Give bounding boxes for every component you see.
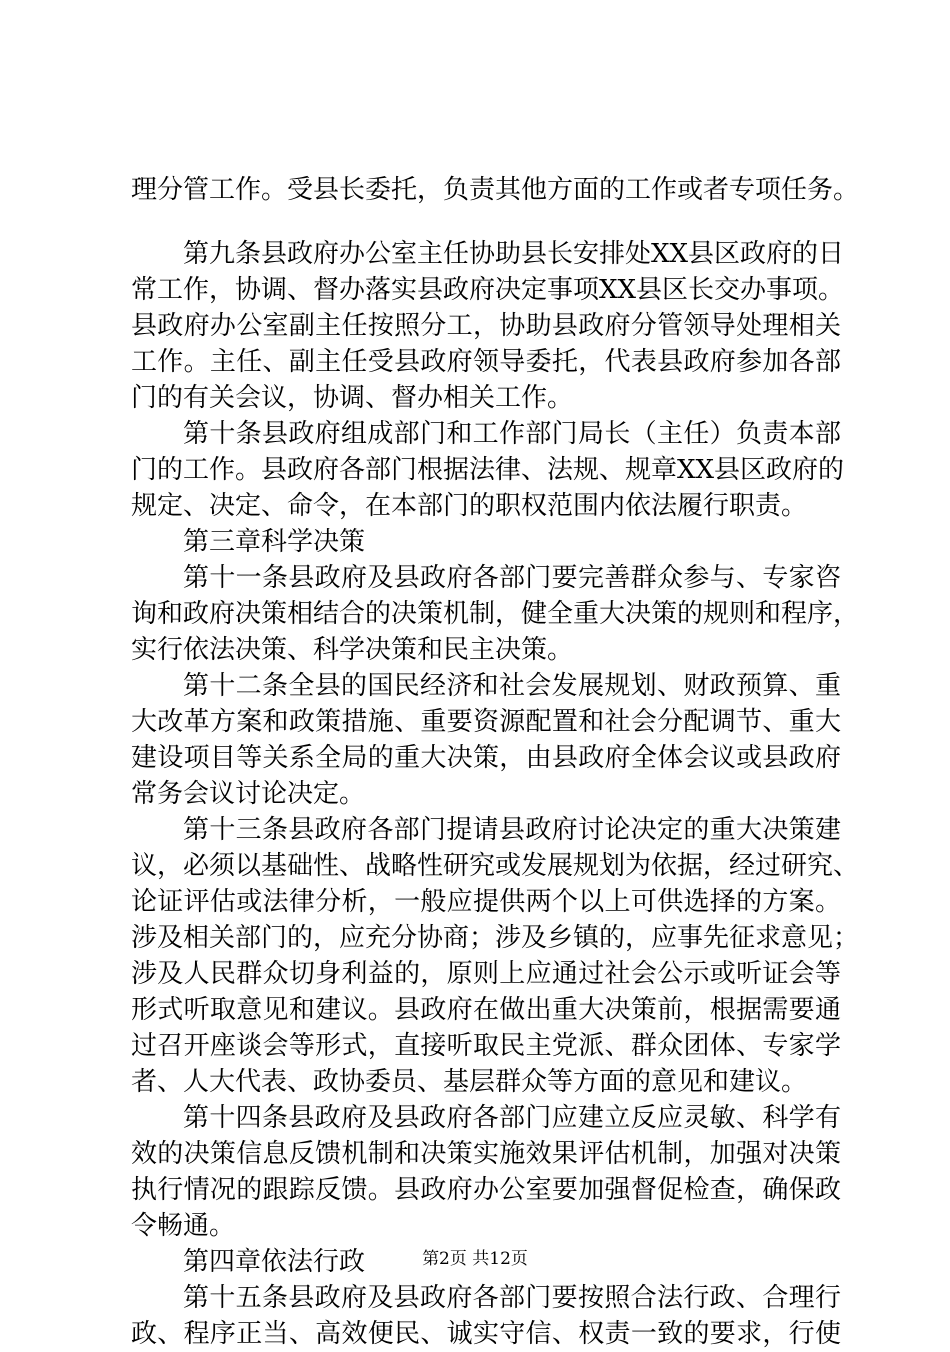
text-line: 第十条县政府组成部门和工作部门局长（主任）负责本部 xyxy=(183,419,841,449)
text-line: 政、程序正当、高效便民、诚实守信、权责一致的要求，行使 xyxy=(131,1319,841,1349)
text-line: 第十一条县政府及县政府各部门要完善群众参与、专家咨 xyxy=(183,563,841,593)
text-line: 效的决策信息反馈机制和决策实施效果评估机制，加强对决策 xyxy=(131,1139,841,1169)
text-line: 议，必须以基础性、战略性研究或发展规划为依据，经过研究、 xyxy=(131,851,860,881)
text-line: 规定、决定、命令，在本部门的职权范围内依法履行职责。 xyxy=(131,491,808,521)
text-line: 第十四条县政府及县政府各部门应建立反应灵敏、科学有 xyxy=(183,1103,841,1133)
text-line: 第十三条县政府各部门提请县政府讨论决定的重大决策建 xyxy=(183,815,841,845)
chapter-heading: 第四章依法行政 xyxy=(183,1247,366,1277)
text-line: 涉及相关部门的，应充分协商；涉及乡镇的，应事先征求意见； xyxy=(131,923,860,953)
text-line: 门的有关会议，协调、督办相关工作。 xyxy=(131,383,574,413)
paragraph-gap xyxy=(131,208,841,236)
text-line: 询和政府决策相结合的决策机制，健全重大决策的规则和程序， xyxy=(131,599,860,629)
page-footer: 第2页 共12页 xyxy=(422,1249,528,1269)
text-line: 建设项目等关系全局的重大决策，由县政府全体会议或县政府 xyxy=(131,743,841,773)
text-line: 门的工作。县政府各部门根据法律、法规、规章XX县区政府的 xyxy=(131,455,845,485)
chapter-heading: 第三章科学决策 xyxy=(183,527,366,557)
text-line: 理分管工作。受县长委托，负责其他方面的工作或者专项任务。 xyxy=(131,175,860,205)
text-line: 者、人大代表、政协委员、基层群众等方面的意见和建议。 xyxy=(131,1067,808,1097)
text-line: 形式听取意见和建议。县政府在做出重大决策前，根据需要通 xyxy=(131,995,841,1025)
text-line: 工作。主任、副主任受县政府领导委托，代表县政府参加各部 xyxy=(131,347,841,377)
text-line: 第十二条全县的国民经济和社会发展规划、财政预算、重 xyxy=(183,671,841,701)
text-line: 常务会议讨论决定。 xyxy=(131,779,366,809)
text-line: 涉及人民群众切身利益的，原则上应通过社会公示或听证会等 xyxy=(131,959,841,989)
text-line: 实行依法决策、科学决策和民主决策。 xyxy=(131,635,574,665)
text-line: 论证评估或法律分析，一般应提供两个以上可供选择的方案。 xyxy=(131,887,841,917)
body-text xyxy=(131,172,860,1352)
text-line: 过召开座谈会等形式，直接听取民主党派、群众团体、专家学 xyxy=(131,1031,841,1061)
text-line: 第九条县政府办公室主任协助县长安排处XX县区政府的日 xyxy=(183,239,845,269)
text-line: 令畅通。 xyxy=(131,1211,236,1241)
text-line: 大改革方案和政策措施、重要资源配置和社会分配调节、重大 xyxy=(131,707,841,737)
text-line: 县政府办公室副主任按照分工，协助县政府分管领导处理相关 xyxy=(131,311,841,341)
text-line: 第十五条县政府及县政府各部门要按照合法行政、合理行 xyxy=(183,1283,841,1313)
text-line: 常工作，协调、督办落实县政府决定事项XX县区长交办事项。 xyxy=(131,275,845,305)
text-line: 执行情况的跟踪反馈。县政府办公室要加强督促检查，确保政 xyxy=(131,1175,841,1205)
